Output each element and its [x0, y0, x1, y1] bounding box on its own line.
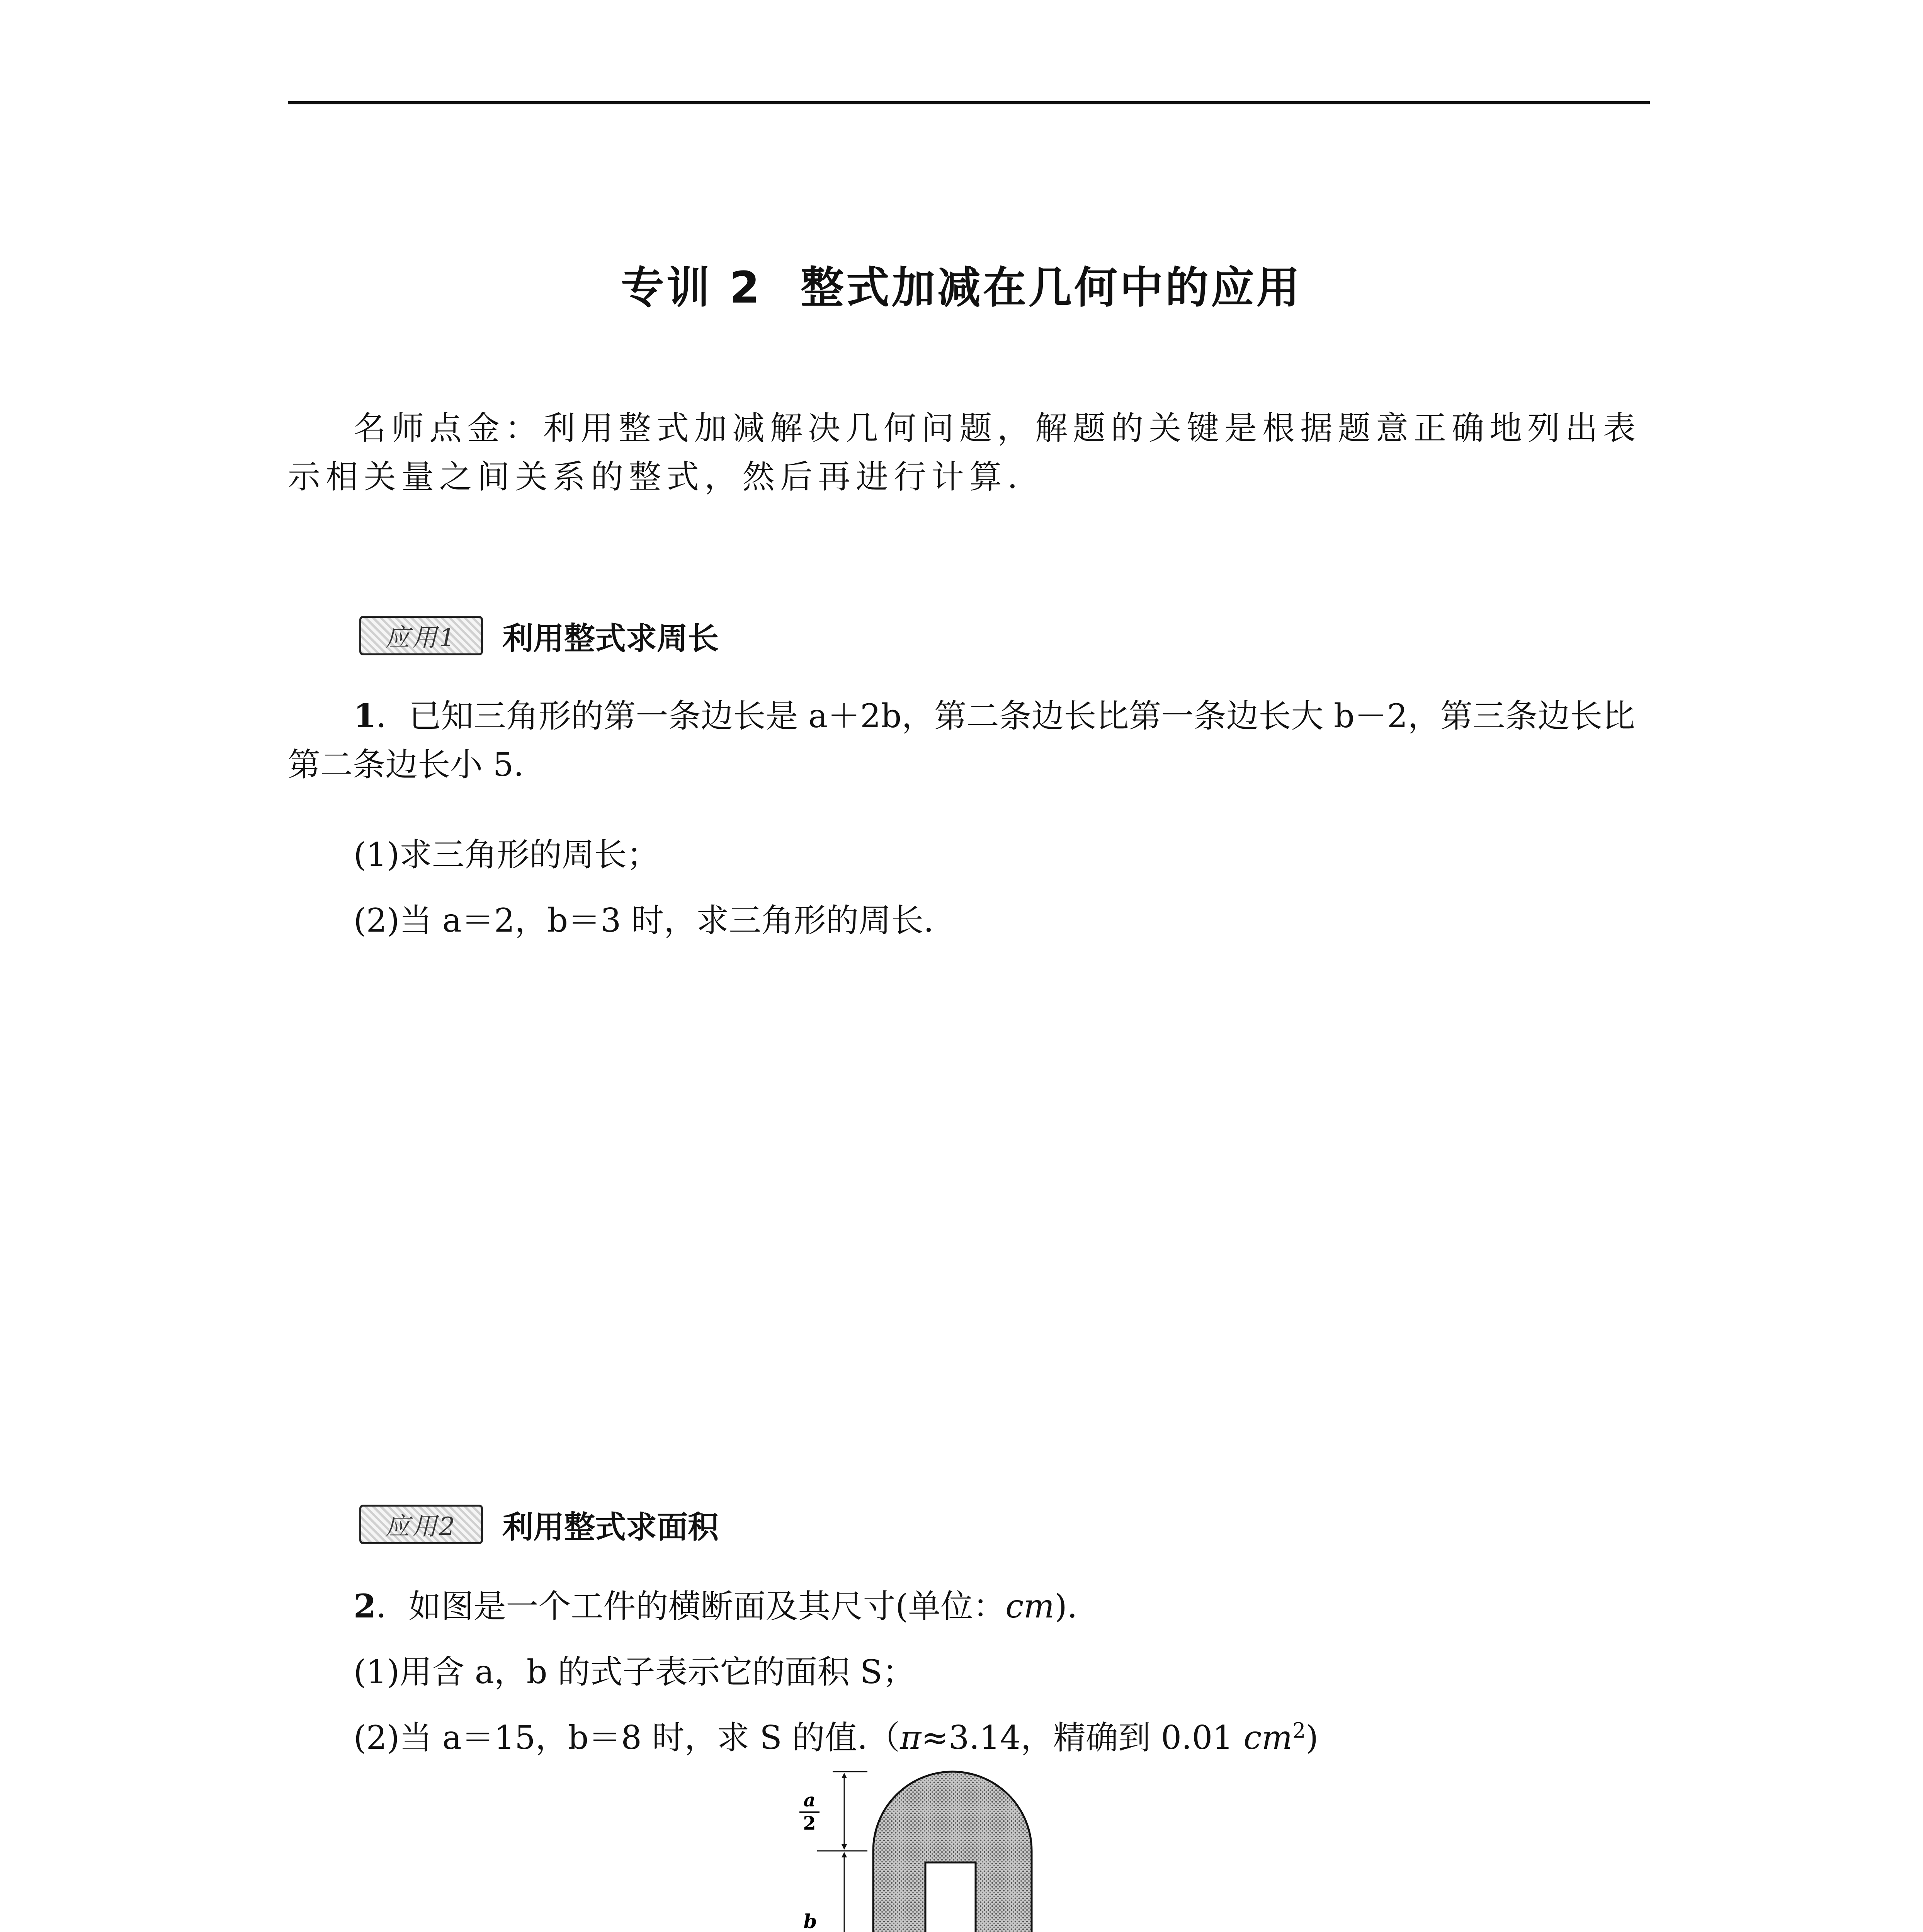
section-1-header: [359, 611, 719, 661]
unit-superscript: 2: [1292, 1718, 1306, 1743]
pi-symbol: π: [900, 1719, 922, 1757]
section-1-title: 利用整式求周长: [502, 620, 719, 656]
question-2-text: [354, 1580, 1077, 1627]
section-1-badge: 应用1: [359, 616, 483, 655]
question-1-part-1: (1)求三角形的周长；: [354, 836, 659, 874]
question-2-part-1: (1)用含 a，b 的式子表示它的面积 S；: [354, 1653, 915, 1691]
question-2-unit: cm: [1005, 1587, 1054, 1625]
question-2-part-2: [354, 1712, 1318, 1759]
workpiece-figure: [794, 1770, 1173, 1932]
question-2-part-2-post: ): [1306, 1719, 1319, 1757]
u-shape-outline: [873, 1772, 1032, 1932]
question-2-body: ．如图是一个工件的横断面及其尺寸(单位：: [376, 1587, 1006, 1625]
question-1-body: ．已知三角形的第一条边长是 a＋2b，第二条边长比第一条边长大 b－2，第三条边长比第二条边长小 5.: [288, 697, 1635, 784]
question-1-part-2: (2)当 a＝2，b＝3 时，求三角形的周长.: [354, 901, 934, 939]
title-number: 专训 2: [621, 263, 762, 313]
title-text: 整式加减在几何中的应用: [800, 263, 1302, 313]
question-1-number: 1: [354, 697, 376, 735]
page-title: [0, 253, 1923, 315]
question-2-part-2-mid: ≈3.14，精确到 0.01: [921, 1719, 1244, 1757]
question-2-part-2-pre: (2)当 a＝15，b＝8 时，求 S 的值.（: [354, 1719, 900, 1757]
section-2-badge: 应用2: [359, 1505, 483, 1544]
top-rule: [288, 101, 1650, 104]
question-2-body-end: ).: [1054, 1587, 1078, 1625]
intro-paragraph: 名师点金：利用整式加减解决几何问题，解题的关键是根据题意正确地列出表示相关量之间关系的整式，然后再进行计算.: [288, 409, 1641, 496]
label-a2-denominator: 2: [803, 1813, 816, 1834]
label-a2-numerator: a: [803, 1789, 816, 1811]
section-2-header: [359, 1499, 719, 1549]
section-2-title: 利用整式求面积: [502, 1509, 719, 1545]
label-b: b: [803, 1910, 817, 1932]
question-2-number: 2: [354, 1587, 376, 1625]
question-2-unit-2: cm: [1243, 1719, 1293, 1757]
question-1-text: [288, 692, 1652, 789]
